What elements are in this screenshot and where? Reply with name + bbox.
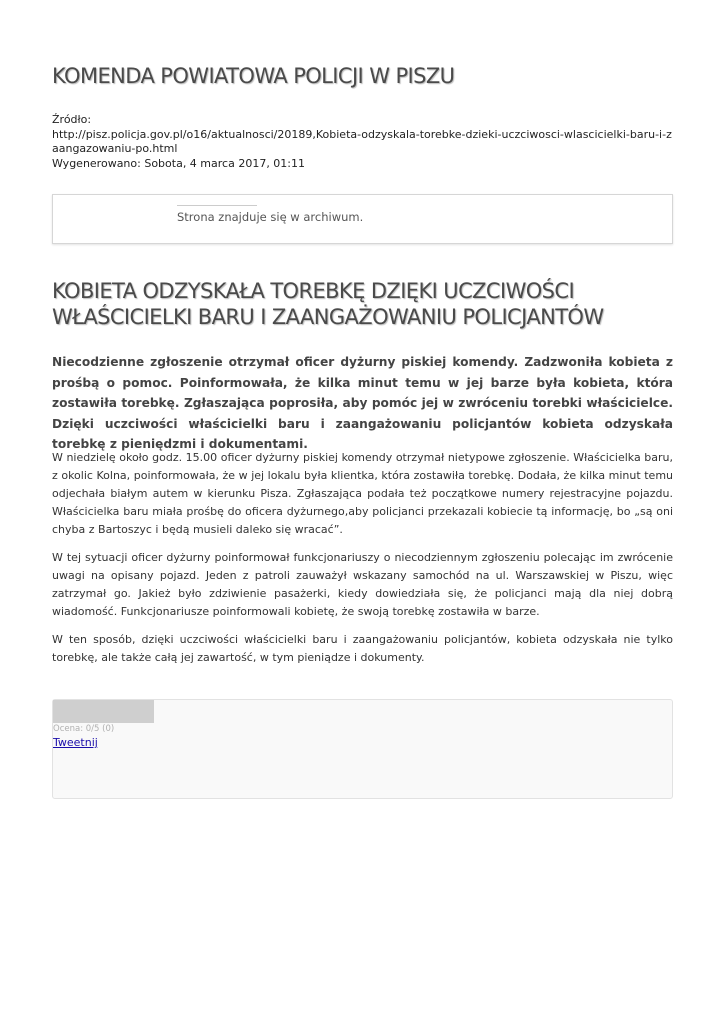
tweet-link[interactable]: Tweetnij <box>53 736 98 749</box>
article-paragraph: W niedzielę około godz. 15.00 oficer dyżurny piskiej komendy otrzymał nietypowe zgłoszenie. Właścicielka baru, z okolic Kolna, poinformowała, że w jej lokalu była klientka, która zostawiła torebkę. Dodała, że kilka minut temu odjechała białym autem w kierunku Pisza. Zgłaszająca podała też początkowe numery rejestracyjne pojazdu. Właścicielka baru miała prośbę do oficera dyżurnego,aby policjanci przekazali kobiecie tą informację, bo „są oni chyba z Bartoszyc i będą musieli daleko się wracać”. <box>52 451 673 536</box>
archive-notice-box <box>52 194 673 244</box>
source-label: Źródło: <box>52 113 92 126</box>
rating-text: Ocena: 0/5 (0) <box>53 724 115 734</box>
article-body <box>52 449 673 677</box>
article-title: KOBIETA ODZYSKAŁA TOREBKĘ DZIĘKI UCZCIWOŚCI WŁAŚCICIELKI BARU I ZAANGAŻOWANIU POLICJANTÓW <box>52 279 604 329</box>
article-paragraph: W tej sytuacji oficer dyżurny poinformował funkcjonariuszy o niecodziennym zgłoszeniu polecając im zwrócenie uwagi na opisany pojazd. Jeden z patroli zauważył wskazany samochód na ul. Warszawskiej w Piszu, więc zatrzymał go. Jakież było zdziwienie pasażerki, kiedy dowiedziała się, że policjanci mają dla niej dobrą wiadomość. Funkcjonariusze poinformowali kobietę, że swoją torebkę zostawiła w barze. <box>52 551 673 618</box>
divider <box>177 205 257 206</box>
archive-notice: Strona znajduje się w archiwum. <box>177 210 364 224</box>
article-lead: Niecodzienne zgłoszenie otrzymał oficer dyżurny piskiej komendy. Zadzwoniła kobieta z prośbą o pomoc. Poinformowała, że kilka minut temu w jej barze była kobieta, która zostawiła torebkę. Zgłaszająca poprosiła, aby pomóc jej w zwróceniu torebki właścicielce. Dzięki uczciwości właścicielki baru i zaangażowaniu policjantów kobieta odzyskała torebkę z pieniędzmi i dokumentami. <box>52 355 673 451</box>
rating-widget[interactable] <box>53 700 154 723</box>
site-title: KOMENDA POWIATOWA POLICJI W PISZU <box>52 64 455 88</box>
article-footer <box>52 699 673 799</box>
article-paragraph: W ten sposób, dzięki uczciwości właścicielki baru i zaangażowaniu policjantów, kobieta odzyskała nie tylko torebkę, ale także całą jej zawartość, w tym pieniądze i dokumenty. <box>52 633 673 664</box>
generated-timestamp: Wygenerowano: Sobota, 4 marca 2017, 01:11 <box>52 156 306 170</box>
source-url: http://pisz.policja.gov.pl/o16/aktualnosci/20189,Kobieta-odzyskala-torebke-dzieki-uczciwosci-wlascicielki-baru-i-zaangazowaniu-po.html <box>52 127 672 155</box>
document-meta <box>52 113 677 171</box>
